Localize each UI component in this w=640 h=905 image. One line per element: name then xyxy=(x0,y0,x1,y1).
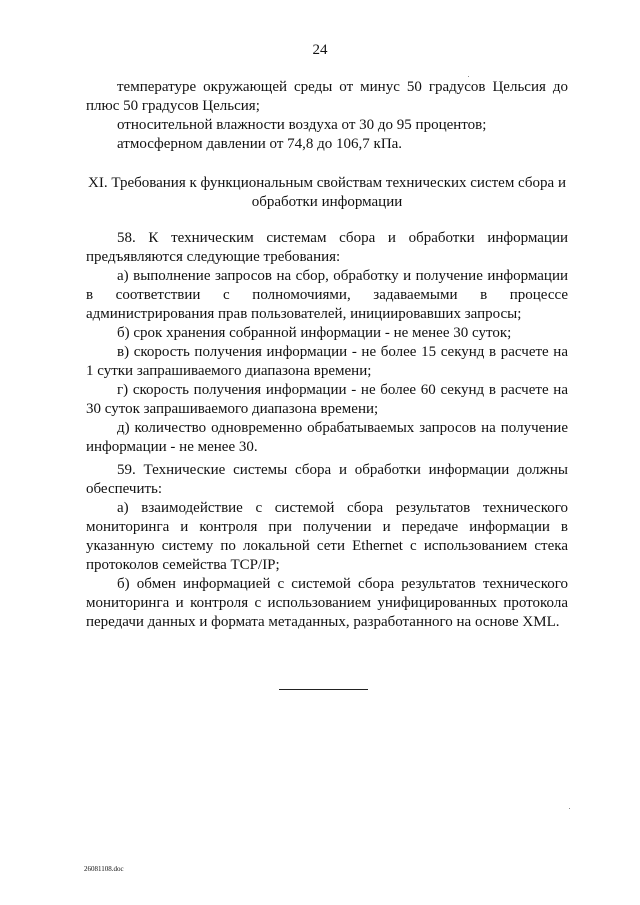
clause-58-block xyxy=(86,229,568,457)
closing-rule xyxy=(279,689,368,690)
clause-58-item-g: г) скорость получения информации - не более 60 секунд в расчете на 30 суток запрашиваемого диапазона времени; xyxy=(86,382,568,417)
scan-speck xyxy=(468,76,469,77)
paragraph-pressure: атмосферном давлении от 74,8 до 106,7 кПа. xyxy=(117,136,403,152)
paragraph-temperature: температуре окружающей среды от минус 50 градусов Цельсия до плюс 50 градусов Цельсия; xyxy=(86,79,568,114)
footer-filename: 26081108.doc xyxy=(84,865,124,873)
clause-59-intro: 59. Технические системы сбора и обработки информации должны обеспечить: xyxy=(86,462,568,497)
paragraph-humidity: относительной влажности воздуха от 30 до 95 процентов; xyxy=(117,117,487,133)
clause-58-item-d: д) количество одновременно обрабатываемых запросов на получение информации - не менее 30. xyxy=(86,420,568,455)
clause-58-intro: 58. К техническим системам сбора и обработки информации предъявляются следующие требования: xyxy=(86,230,568,265)
intro-block xyxy=(86,78,568,154)
clause-59-item-b: б) обмен информацией с системой сбора результатов технического мониторинга и контроля с использованием унифицированных протокола передачи данных и формата метаданных, разработанного на основе XML. xyxy=(86,576,568,630)
section-heading: XI. Требования к функциональным свойствам технических систем сбора и обработки информации xyxy=(88,175,566,210)
clause-59-block xyxy=(86,461,568,632)
page-number: 24 xyxy=(312,42,328,58)
clause-58-item-v: в) скорость получения информации - не более 15 секунд в расчете на 1 сутки запрашиваемого диапазона времени; xyxy=(86,344,568,379)
clause-59-item-a: а) взаимодействие с системой сбора результатов технического мониторинга и контроля при получении и передаче информации в указанную систему по локальной сети Ethernet с использованием стека протоколов семейства TCP/IP; xyxy=(86,500,568,573)
scan-speck xyxy=(569,808,570,809)
clause-58-item-b: б) срок хранения собранной информации - не менее 30 суток; xyxy=(117,325,512,341)
clause-58-item-a: а) выполнение запросов на сбор, обработку и получение информации в соответствии с полномочиями, задаваемыми в процессе администрирования прав пользователей, инициировавших запросы; xyxy=(86,268,568,322)
